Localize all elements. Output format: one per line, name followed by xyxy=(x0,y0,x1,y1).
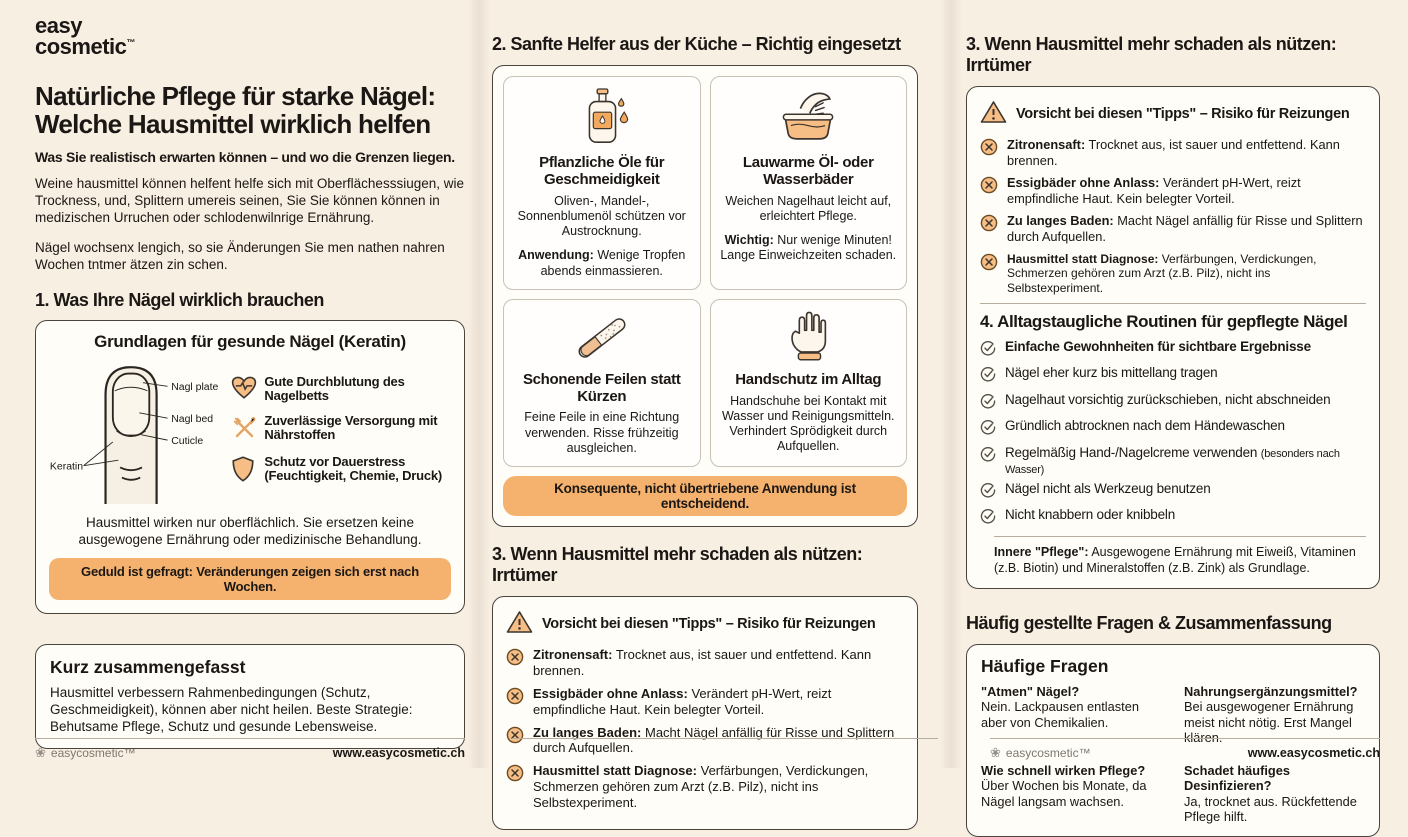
list-item: Gute Durchblutung des Nagelbetts xyxy=(231,375,451,405)
logo-line1: easy xyxy=(35,13,82,38)
middle-column xyxy=(492,0,918,830)
footer xyxy=(990,738,1380,761)
easycosmetic-logo xyxy=(35,13,465,59)
right-column xyxy=(966,0,1380,837)
list-item: Hausmittel statt Diagnose: Verfärbungen, Verdickungen, Schmerzen gehören zum Arzt (z.B. Pilz), nicht ins Selbstexperiment. xyxy=(980,252,1366,296)
hand-bath-icon xyxy=(719,87,899,149)
footer-url: www.easycosmetic.ch xyxy=(1247,746,1380,760)
list-item: Zitronensaft: Trocknet aus, ist sauer und entfettend. Kann brennen. xyxy=(980,137,1366,168)
list-item: Einfache Gewohnheiten für sichtbare Ergebnisse xyxy=(980,339,1366,361)
mistakes-and-routines-panel xyxy=(966,86,1380,589)
shield-icon xyxy=(231,456,257,487)
page-fold-divider xyxy=(940,0,962,768)
section3-heading: 3. Wenn Hausmittel mehr schaden als nützen: Irrtümer xyxy=(966,34,1337,75)
heart-pulse-icon xyxy=(231,376,257,405)
section1-heading: 1. Was Ihre Nägel wirklich brauchen xyxy=(35,289,324,310)
flower-icon: ❀ xyxy=(35,745,46,760)
check-circle-icon xyxy=(980,366,996,387)
footer xyxy=(35,738,465,761)
list-item: Zuverlässige Versorgung mit Nährstoffen xyxy=(231,414,451,446)
intro-paragraph-1: Weine hausmittel können helfent helfe sich mit Oberflächesssiugen, wie Trockness, und, Splittern umereis seinen, Sie Sie können können in medizischen Urruchen oder schlodenwilnrige Ernährung. xyxy=(35,175,464,225)
footer-brand: ❀ easycosmetic™ xyxy=(990,745,1091,760)
footer-divider xyxy=(512,738,938,739)
summary-panel xyxy=(35,644,465,749)
check-circle-icon xyxy=(980,446,996,467)
section4-heading: 4. Alltagstaugliche Routinen für gepflegte Nägel xyxy=(980,311,1348,331)
nail-file-icon xyxy=(512,310,692,366)
check-circle-icon xyxy=(980,419,996,440)
circle-x-icon xyxy=(980,138,998,168)
list-item: Essigbäder ohne Anlass: Verändert pH-Wert, reizt empfindliche Haut. Kein belegter Vorteil. xyxy=(506,686,904,718)
circle-x-icon xyxy=(506,648,524,679)
section2-heading: 2. Sanfte Helfer aus der Küche – Richtig eingesetzt xyxy=(492,34,901,54)
cutlery-icon xyxy=(231,415,257,446)
patience-highlight: Geduld ist gefragt: Veränderungen zeigen sich erst nach Wochen. xyxy=(49,558,451,600)
flower-icon: ❀ xyxy=(990,745,1001,760)
helper-card-gloves: Handschutz im Alltag Handschuhe bei Kontakt mit Wasser und Reinigungsmitteln. Verhindert Sprödigkeit durch Aufquellen. xyxy=(710,299,908,467)
faq-panel-title: Häufige Fragen xyxy=(981,655,1109,676)
faq-section-heading: Häufig gestellte Fragen & Zusammenfassung xyxy=(966,612,1332,633)
list-item: Zu langes Baden: Macht Nägel anfällig für Risse und Splittern durch Aufquellen. xyxy=(506,725,904,757)
page-title: Natürliche Pflege für starke Nägel: Welche Hausmittel wirklich helfen xyxy=(35,80,436,139)
list-item: Schutz vor Dauerstress (Feuchtigkeit, Chemie, Druck) xyxy=(231,455,451,487)
list-item: Gründlich abtrocknen nach dem Händewaschen xyxy=(980,418,1366,440)
circle-x-icon xyxy=(506,726,524,757)
consistency-banner: Konsequente, nicht übertriebene Anwendung ist entscheidend. xyxy=(503,476,907,516)
list-item: Zitronensaft: Trocknet aus, ist sauer und entfettend. Kann brennen. xyxy=(506,647,904,679)
faq-item: Nahrungsergänzungsmittel? Bei ausgewogener Ernährung meist nicht nötig. Erst Mangel klären. xyxy=(1184,683,1358,746)
warning-title: Vorsicht bei diesen "Tipps" – Risiko für Reizungen xyxy=(542,616,876,633)
label-nail-plate: Nagl plate xyxy=(171,381,219,393)
list-item: Nagelhaut vorsichtig zurückschieben, nicht abschneiden xyxy=(980,392,1366,414)
label-nail-bed: Nagl bed xyxy=(171,413,214,425)
circle-x-icon xyxy=(980,253,998,296)
intro-paragraph-2: Nägel wochsenx lengich, so sie Änderungen Sie men nathen nahren Wochen tntmer ätzen zin schen. xyxy=(35,240,445,272)
warning-triangle-icon xyxy=(980,100,1007,128)
page-subtitle: Was Sie realistisch erwarten können – und wo die Grenzen liegen. xyxy=(35,148,455,165)
summary-panel-title: Kurz zusammengefasst xyxy=(50,656,246,677)
faq-item: Wie schnell wirken Pflege? Über Wochen bis Monate, da Nägel langsam wachsen. xyxy=(981,762,1147,809)
left-column xyxy=(35,0,465,749)
warning-triangle-icon xyxy=(506,610,533,638)
oil-bottle-icon xyxy=(512,87,692,149)
list-item: Essigbäder ohne Anlass: Verändert pH-Wert, reizt empfindliche Haut. Kein belegter Vorteil. xyxy=(980,175,1366,206)
check-circle-icon xyxy=(980,508,996,529)
nail-benefits-list xyxy=(231,375,451,487)
glove-icon xyxy=(719,310,899,366)
logo-line2: cosmetic™ xyxy=(35,33,135,59)
list-item: Hausmittel statt Diagnose: Verfärbungen, Verdickungen, Schmerzen gehören zum Arzt (z.B. Pilz), nicht ins Selbstexperiment. xyxy=(506,763,904,811)
faq-item: Schadet häufiges Desinfizieren? Ja, trocknet aus. Rückfettende Pflege hilft. xyxy=(1184,762,1357,825)
trademark-symbol: ™ xyxy=(126,37,135,48)
circle-x-icon xyxy=(980,176,998,206)
warning-panel xyxy=(492,596,918,830)
list-item: Zu langes Baden: Macht Nägel anfällig für Risse und Splittern durch Aufquellen. xyxy=(980,213,1366,244)
faq-item: "Atmen" Nägel? Nein. Lackpausen entlasten aber von Chemikalien. xyxy=(981,683,1139,730)
list-item: Nägel nicht als Werkzeug benutzen xyxy=(980,481,1366,503)
list-item: Nägel eher kurz bis mittellang tragen xyxy=(980,365,1366,387)
divider xyxy=(994,536,1366,537)
helper-card-oils: Pflanzliche Öle für Geschmeidigkeit Oliven-, Mandel-, Sonnenblumenöl schützen vor Austrocknung. Anwendung: Wenige Tropfen abends einmassieren. xyxy=(503,76,701,290)
circle-x-icon xyxy=(506,764,524,811)
check-circle-icon xyxy=(980,482,996,503)
divider xyxy=(980,303,1366,304)
check-circle-icon xyxy=(980,393,996,414)
footer-url: www.easycosmetic.ch xyxy=(332,746,465,760)
section3-heading: 3. Wenn Hausmittel mehr schaden als nützen: Irrtümer xyxy=(492,544,863,586)
label-cuticle: Cuticle xyxy=(171,435,204,447)
kitchen-helpers-panel xyxy=(492,65,918,527)
circle-x-icon xyxy=(980,214,998,244)
check-circle-icon xyxy=(980,340,996,361)
keratin-panel-note: Hausmittel wirken nur oberflächlich. Sie ersetzen keine ausgewogene Ernährung oder medizinische Behandlung. xyxy=(78,514,422,548)
keratin-basics-panel xyxy=(35,320,465,614)
fingernail-diagram xyxy=(49,356,231,506)
footer-brand: ❀ easycosmetic™ xyxy=(35,745,136,760)
summary-panel-text: Hausmittel verbessern Rahmenbedingungen (Schutz, Geschmeidigkeit), können aber nicht heilen. Beste Strategie: Behutsame Pflege, Schutz und gesunde Lebensweise. xyxy=(50,684,413,735)
helper-card-filing: Schonende Feilen statt Kürzen Feine Feile in eine Richtung verwenden. Risse frühzeitig ausgleichen. xyxy=(503,299,701,467)
circle-x-icon xyxy=(506,687,524,718)
label-keratin: Keratin xyxy=(49,461,84,473)
helper-card-baths: Lauwarme Öl- oder Wasserbäder Weichen Nagelhaut leicht auf, erleichtert Pflege. Wichtig: Nur wenige Minuten! Lange Einweichzeiten schaden. xyxy=(710,76,908,290)
page-fold-divider xyxy=(468,0,490,768)
inner-care-note: Innere "Pflege": Ausgewogene Ernährung mit Eiweiß, Vitaminen (z.B. Biotin) und Mineralstoffen (z.B. Zink) als Grundlage. xyxy=(994,545,1356,576)
list-item: Nicht knabbern oder knibbeln xyxy=(980,507,1366,529)
list-item: Regelmäßig Hand-/Nagelcreme verwenden (besonders nach Wasser) xyxy=(980,445,1366,477)
keratin-panel-title: Grundlagen für gesunde Nägel (Keratin) xyxy=(94,331,406,351)
warning-title: Vorsicht bei diesen "Tipps" – Risiko für Reizungen xyxy=(1016,106,1350,122)
